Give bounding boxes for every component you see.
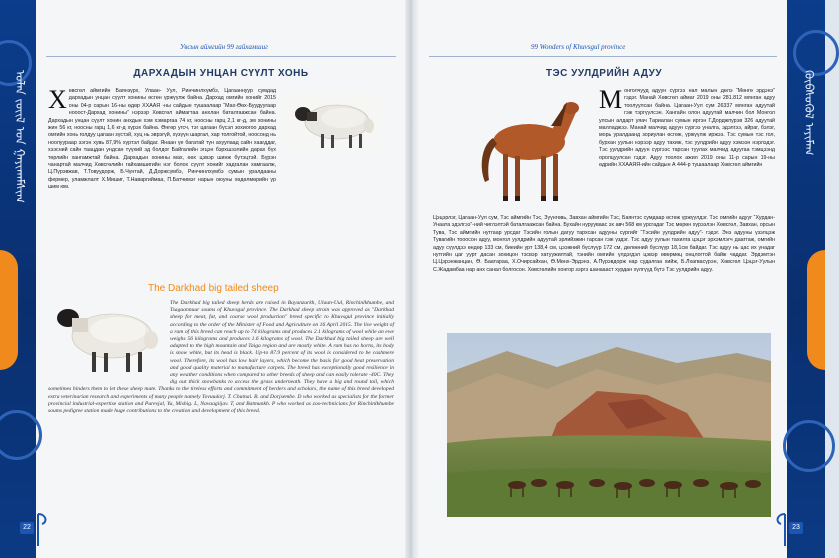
left-en-text [48, 300, 394, 415]
left-page-number: 22 [20, 522, 34, 534]
left-decorative-band [0, 0, 36, 558]
right-mn-text-top [599, 85, 775, 169]
left-corner-ornament [36, 508, 52, 548]
left-page [23, 0, 406, 558]
landscape-photo [447, 333, 771, 517]
left-en-paragraph: The Darkhad big tailed sheep herds are raised in Bayanzurkh, Ulaan-Uul, Rinchinlkhumbe, and Tsagaannuur soums of Khuvsgul province. The Darkhad sheep strain was approved as "Darkhad sheep for meat, fat, and coarse wool production" breed specific to Khuvsgul province initially according to the order of the Minister of Food and Agriculture on 16 April 2015. The live weight of a ram of this breed can reach up to 74 kilograms and produces 2.1 kilograms of wool while an ewe weighs 56 kilograms and produces 1.6 kilograms of wool. The Darkhad big tailed sheep are well adapted to the high mountain and Taiga region and are mostly white. A ram has no horns, its body is snow white, but its head is black. Up-to 87.9 percent of its wool is considered to be cashmere wool. Therefore, its wool has low hair layers, which become the basis for good heat preservation and good quality material to manufacture carpets. The breed has exceptionally good resilience in any weather conditions when compared to other breeds of sheep and can easily tolerate -40C. They dig out thick snowbanks to access the grass underneath. They have a big and round tail, which sometimes hinders them to let these sheep mate. Thanks to the tireless efforts and commitment of herders and scholars, the name of this breed developed extra veterinarian research and experiments of many people namely Tovuudorj. T. Chutnai. B. and Dorjsembe. D who worked as specialists for the former provincial industrial-expertise station and Purevjal, Ya, Mishig. L, Navaagiijav. T, and Batmunkh. P who worked as zoo-technicians for Rinchinlkhumbe soums pedigree station made huge contributions to the creation and development of this breed. [48, 300, 394, 415]
right-mn-text-bottom: Цэцэрлэг, Цагаан-Уул сум, Тэс аймгийн Тэс, Зүүнгөвь, Завхан аймгийн Тэс, Баянтэс сумдаар өсгөж үржүүлдэг. Тэс омгийн адууг “Хурдан-Унаата эдэлгээ”-ний чиглэлтэй баталгаажсан байна. Бухайн нурууваас эх авч 568 км урсгадаг Тэс мөрөн хүрээлэн Хөвсгөл, Завхан, орсын Тува, Тэс аймгийн нутгаар урсдаг Тэсийн голын дагуу тархсан адууны сүргийг “Тэсийн уулдрийн адуу”- гэдэг. Энэ адууны үзэлцэж Тувагийн тооосон адуу, монгол уулдрийн адуутай эрлийзжин гарсан гэж үздэг. Тэс адуу уулын тахилга цэцэг эрхэмлэгч даатгаж, омгийн адуу сүүлдээ өндөр 133 см, биеийн урт 138,4 см, цээжний бүслүүр 172 см, дөлөөний бүслүүр 18,1см байдаг. Тэс адуу нь цас их унадаг нутгийн цаг уурт дасан зохицон тэсвэр хатуужилтай, тэнийн омгийн үлдэгдэл цэвэр өвөрмөц онцлогтой байж чаддаг. Эрдэмтэн Ц.Цэрэнжанцан, Ө. Баатараа, Х.Очирсайхан, Ө.Мөнх-Эрдэнэ, А.Пүрэвдорж нар судалгаа хийж, Б.Лхагвасүрэн, Хөвсгөл Цэцэг-Уулын С.Жадамбаа нар анх санал болгосон. Хөвсгөлийн хонгор зэргэ шанаааст хурдан хүлгүүд бүтэ Тэс уулдрийн адуу. [433, 215, 775, 273]
left-head-rule [46, 56, 396, 57]
right-mn-paragraph-top: онголчууд адуун сүргээ нал малын дөлэ “Мөнгө эрдэнэ” гэдэг. Манай Хөвсгөл аймаг 2019 оны 281.812 мянган адуу тоолуулсан байна. Цагаан-Уул сум 26337 мянган адуутай гэж тэргүүлсэн. Хангайн олон адуутай малчин бол Монгол улсын алдарт уяач Тариалан сумын иргэн Г.Дорджпурэв 326 адуутай малладжээ. Манай малчид адуун сүргээ уналга, эдэлгээ, айраг, бэлэг, морь уралдаанд зориулан өсгөж, үржүүлж иржээ. Тэс сумын тэс гол, бурхан уулын нэрээр адуу тахиж, тэс уулдрийн адуу хэмээн нэрлэдэг. Тэс уулдрийн адуун сүргээс тарсан туулах малчид адуугаа тэмцээнд оролцуулсан гэдэг. Адуу тоолох ажил 2019 оны 11-р сарын 19-ны өдрийн ХХААЯЯ-ийн сайдын А 444-р тушаалаар Хөвсгөл аймгийн [599, 88, 775, 169]
right-page [419, 0, 800, 558]
right-corner-ornament [771, 508, 787, 548]
right-running-head: 99 Wonders of Khuvsgul province [531, 43, 626, 51]
left-mn-paragraph: өвсгөл аймгийн Баянзүрх, Улаан- Уул, Ринчинлхүмбэ, Цагааннуур сумдад дархадын унцан сүүлт хонины өсгөн үржүүлж байна. Дархад омгийн хонийг 2015 оны 04-р сарын 16-ны өдөр ХХААЯ -ны сайдын тушаалаар “Мах-Өөх-Буудуугаар нооост-Дархад хонины” нэрээр Хөвсгөл аймагтаа анхлан баталгаажсан байна. Дархадын унцан сүүлт хонин анхдын хэм хэмаргаа 74 кг, ноосны гарц 2,1 кг-д, эм хонины жин 56 кг, ноосны гарц 1,6 кг-д хүрэх байна. Өнгөр угсч, тэг цагаан бүсэл зохиогоо дархад омгийн хонь голдуу цагаан зүстэй, хуц нь эврэгүй, хүзүүн шаргал, хар толгойтой, ноосонд нь ноолуураар зэгэн хувь 87,9% хүртэл байдаг. Янаан үе багатай түн ахуулаад сайн хаагддаг, хээсний сайн таацдан ундсан түүхий эд болдог Байгалийн эгцэн бэрхшээлийн дарах бүх төрлийн хангамжтай байна. Дархадын хонины мах, өөх цэвэр шинж бүтэцтэй. Бүрэн чанартай малчид Хөвсгөлийн гайхамшигийн нэг болох сүүлт хонийг хадгалан хамгаалж, Ц.Пүрэвжав, Т.Товуудорж, Б.Чүнтай, Д.Доржсүмбэ, Ринчинлхүмбэ сумын уралдааны фермер, уламжлалт Х.Мишиг, Т.Наваргиймаа, П.Батчимэг нарын оюуны хөдөлмөрийн үр шим юм. [48, 88, 276, 191]
right-title-mn: ТЭС УУЛДРИЙН АДУУ [545, 68, 663, 79]
vertical-script-left: ᠣᠯᠠᠨ ᠵᠦᠢᠯ ᠤᠨ ᠭᠠᠶᠢᠬᠠᠮᠰᠢᠭ [13, 70, 27, 203]
vertical-script-right: ᠬᠥᠪᠰᠦᠭᠦᠯ ᠠᠶᠢᠮᠠᠭ [802, 70, 816, 156]
left-mn-text-col1 [48, 85, 276, 192]
sheep-photo-small [283, 92, 381, 152]
right-head-rule [429, 56, 777, 57]
right-decorative-band [787, 0, 825, 558]
left-running-head: Увсын аймгийн 99 гайхамшиг [180, 43, 268, 51]
book-gutter [405, 0, 419, 558]
left-dropcap: Х [48, 85, 67, 114]
right-page-number: 23 [789, 522, 803, 534]
left-title-mn: ДАРХАДЫН УНЦАН СҮҮЛТ ХОНЬ [133, 68, 309, 79]
orange-accent-right [807, 250, 825, 370]
right-dropcap: М [599, 85, 623, 114]
left-title-en: The Darkhad big tailed sheep [148, 283, 279, 294]
orange-accent-left [0, 250, 18, 370]
horse-photo [463, 86, 585, 210]
